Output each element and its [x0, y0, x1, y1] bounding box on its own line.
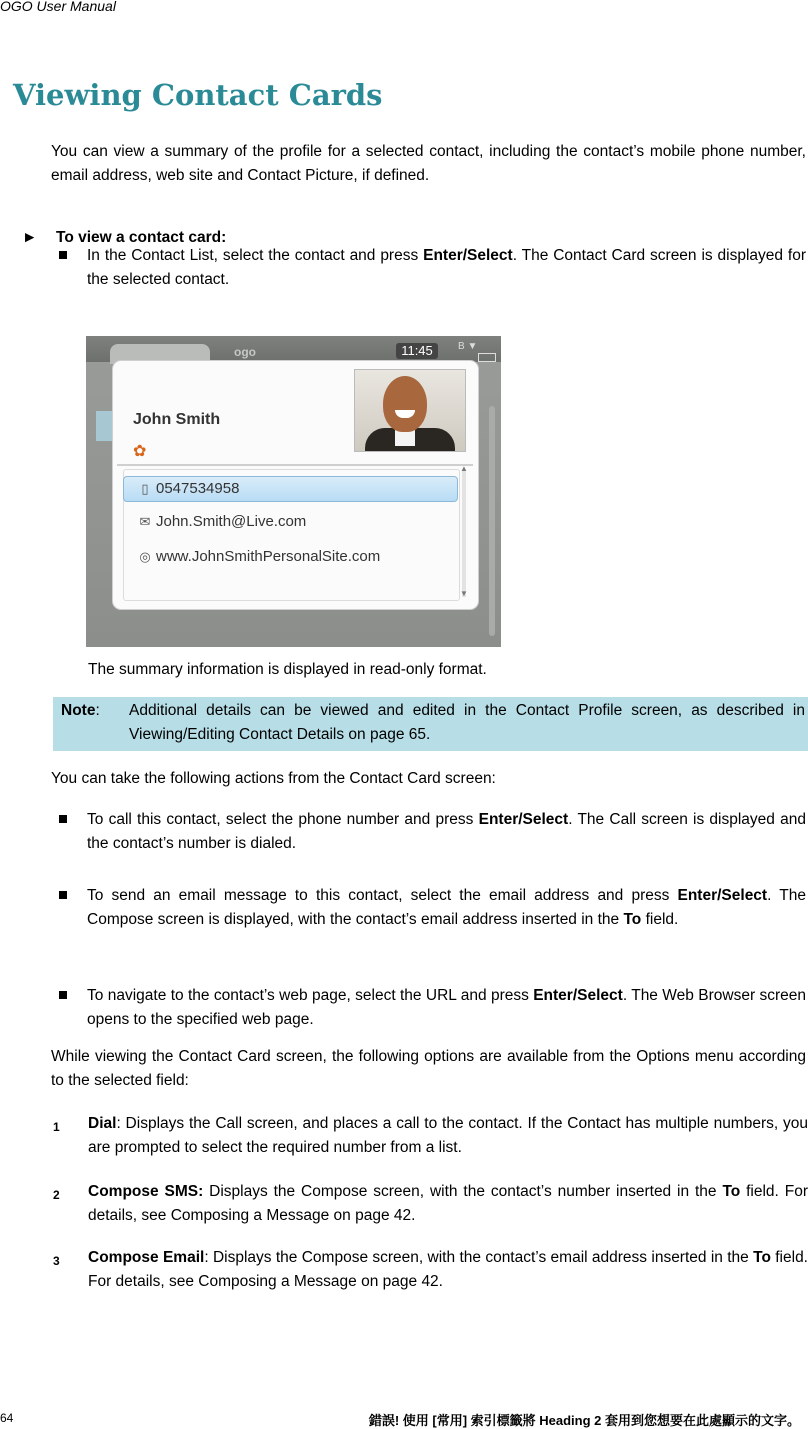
figure-caption: The summary information is displayed in read-only format. [88, 661, 487, 678]
website-row[interactable]: ◎ www.JohnSmithPersonalSite.com [124, 545, 454, 569]
globe-icon: ◎ [139, 549, 151, 564]
battery-icon [478, 353, 496, 362]
procedure-step: In the Contact List, select the contact and press Enter/Select. The Contact Card screen is displayed for the selected contact. [59, 244, 806, 292]
footer-error-text: 錯誤! 使用 [常用] 索引標籤將 Heading 2 套用到您想要在此處顯示的文字。 [368, 1413, 800, 1428]
scroll-down-icon[interactable]: ▼ [460, 589, 468, 598]
contact-name: John Smith [133, 411, 221, 428]
option-item: 3 Compose Email: Displays the Compose screen, with the contact’s email address inserted in the To field. For details, see Composing a Message on page 42. [53, 1249, 808, 1290]
clock: 11:45 [396, 343, 438, 359]
option-item: 1 Dial: Displays the Call screen, and places a call to the contact. If the Contact has multiple numbers, you are prompted to select the required number from a list. [53, 1115, 808, 1156]
envelope-icon: ✉ [139, 514, 151, 529]
signal-icon: B ▼ [458, 341, 478, 352]
ogo-logo: ogo [234, 345, 256, 359]
action-item: To navigate to the contact’s web page, select the URL and press Enter/Select. The Web Browser screen opens to the specified web page. [59, 984, 806, 1032]
running-header: OGO User Manual [0, 0, 116, 14]
scrollbar[interactable] [462, 471, 466, 597]
options-intro: While viewing the Contact Card screen, the following options are available from the Options menu according to the selected field: [51, 1048, 806, 1089]
action-item: To call this contact, select the phone number and press Enter/Select. The Call screen is displayed and the contact’s number is dialed. [59, 808, 806, 856]
bullet-square-icon [59, 891, 67, 899]
intro-paragraph: You can view a summary of the profile for a selected contact, including the contact’s mobile phone number, email address, web site and Contact Picture, if defined. [51, 143, 806, 184]
action-item: To send an email message to this contact, select the email address and press Enter/Select. The Compose screen is displayed, with the contact’s email address inserted in the To field. [59, 884, 806, 932]
arrow-icon: ► [22, 229, 38, 246]
contact-picture [354, 369, 466, 452]
phone-row[interactable]: ▯ 0547534958 [123, 476, 458, 502]
section-title: Viewing Contact Cards [13, 78, 383, 112]
note-label: Note [61, 702, 96, 719]
option-item: 2 Compose SMS: Displays the Compose screen, with the contact’s number inserted in the To field. For details, see Composing a Message on page 42. [53, 1183, 808, 1224]
procedure-heading-text: To view a contact card: [56, 229, 227, 246]
bullet-square-icon [59, 991, 67, 999]
scroll-up-icon[interactable]: ▲ [460, 464, 468, 473]
page-number: 64 [0, 1411, 14, 1425]
contact-card-popup [112, 360, 479, 610]
bullet-square-icon [59, 251, 67, 259]
note-box: Note: Additional details can be viewed and edited in the Contact Profile screen, as described in Viewing/Editing Contact Details on page 65. [53, 697, 808, 751]
contact-card-screenshot [86, 336, 501, 647]
bullet-square-icon [59, 815, 67, 823]
contact-fields-list [123, 469, 460, 601]
email-row[interactable]: ✉ John.Smith@Live.com [124, 510, 454, 534]
note-text: Additional details can be viewed and edited in the Contact Profile screen, as described in Viewing/Editing Contact Details on page 65. [129, 702, 805, 743]
phone-icon: ▯ [141, 481, 149, 496]
actions-intro: You can take the following actions from the Contact Card screen: [51, 770, 496, 787]
flower-icon: ✿ [133, 443, 147, 460]
